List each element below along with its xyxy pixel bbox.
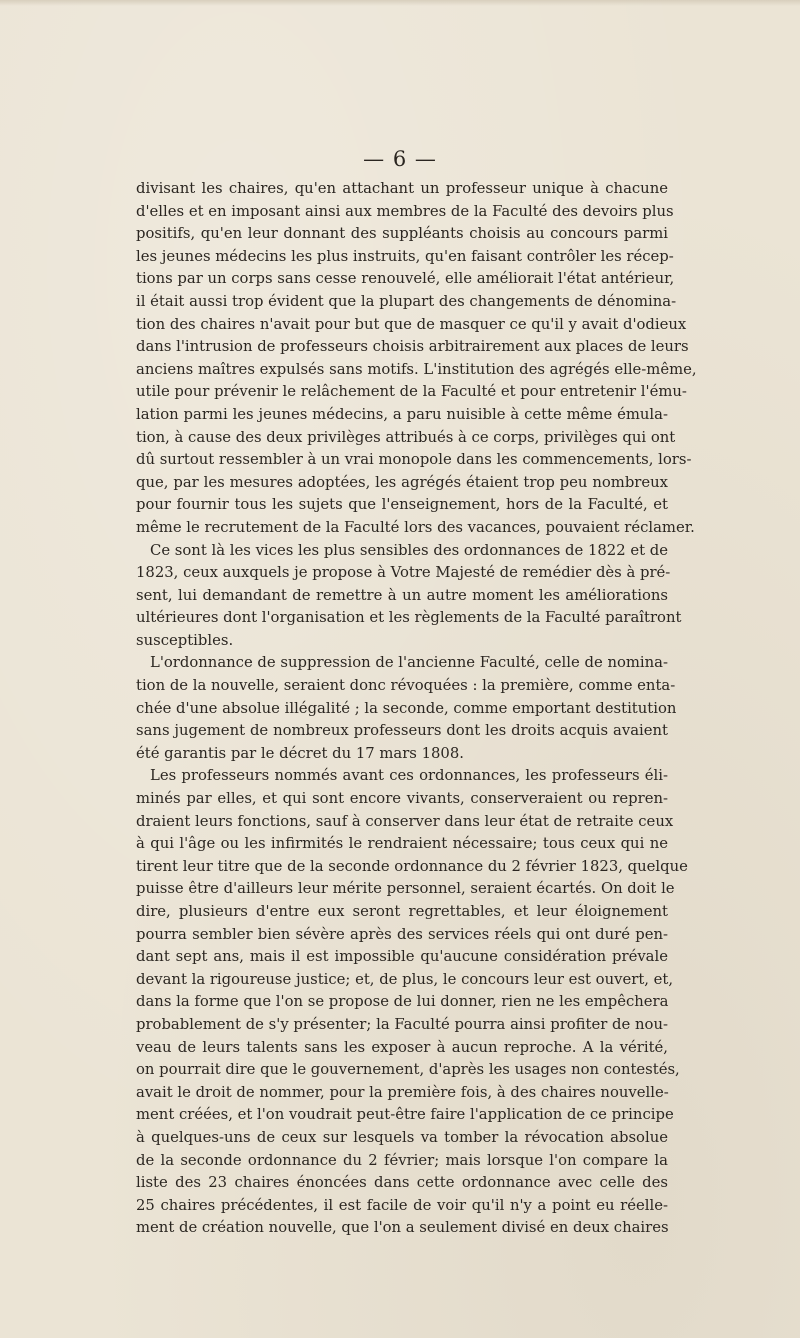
text-line: liste des 23 chaires énoncées dans cette ordonnance avec celle des [136,1174,668,1192]
text-line: chée d'une absolue illégalité ; la seconde, comme emportant destitution [136,699,677,717]
page-top-edge [0,0,800,6]
text-line: anciens maîtres expulsés sans motifs. L'institution des agrégés elle-même, [136,360,697,378]
text-line: que, par les mesures adoptées, les agrégés étaient trop peu nombreux [136,473,668,491]
text-line: tirent leur titre que de la seconde ordonnance du 2 février 1823, quelque [136,857,688,875]
text-line: probablement de s'y présenter; la Faculté pourra ainsi profiter de nou- [136,1015,668,1033]
text-line: divisant les chaires, qu'en attachant un professeur unique à chacune [136,180,668,197]
text-line: dant sept ans, mais il est impossible qu'aucune considération prévale [136,948,668,966]
text-line: draient leurs fonctions, sauf à conserver dans leur état de retraite ceux [136,812,674,830]
text-line: même le recrutement de la Faculté lors des vacances, pouvaient réclamer. [136,518,695,536]
text-line: été garantis par le décret du 17 mars 1808. [136,744,464,762]
text-line: pourra sembler bien sévère après des services réels qui ont duré pen- [136,925,668,943]
text-line: 25 chaires précédentes, il est facile de voir qu'il n'y a point eu réelle- [136,1196,668,1214]
text-line: sans jugement de nombreux professeurs dont les droits acquis avaient [136,722,668,740]
text-line: dans la forme que l'on se propose de lui donner, rien ne les empêchera [136,993,669,1011]
text-line: tion de la nouvelle, seraient donc révoquées : la première, comme enta- [136,677,676,695]
text-line: tion des chaires n'avait pour but que de masquer ce qu'il y avait d'odieux [136,315,687,333]
text-line: à qui l'âge ou les infirmités le rendraient nécessaire; tous ceux qui ne [136,835,668,853]
text-line: ultérieures dont l'organisation et les règlements de la Faculté paraîtront [136,609,682,627]
text-line: à quelques-uns de ceux sur lesquels va tomber la révocation absolue [136,1128,668,1146]
text-line: dire, plusieurs d'entre eux seront regrettables, et leur éloignement [136,903,668,920]
text-line: veau de leurs talents sans les exposer à aucun reproche. A la vérité, [136,1038,668,1056]
text-line: pour fournir tous les sujets que l'enseignement, hors de la Faculté, et [136,496,668,514]
text-line: tions par un corps sans cesse renouvelé, elle améliorait l'état antérieur, [136,270,675,288]
text-line: dans l'intrusion de professeurs choisis arbitrairement aux places de leurs [136,338,689,356]
text-line: de la seconde ordonnance du 2 février; mais lorsque l'on compare la [136,1151,668,1169]
page-number: — 6 — [363,147,437,171]
text-line: 1823, ceux auxquels je propose à Votre Majesté de remédier dès à pré- [136,564,671,582]
text-line: sent, lui demandant de remettre à un autre moment les améliorations [136,586,668,604]
text-line: devant la rigoureuse justice; et, de plus, le concours leur est ouvert, et, [136,970,674,988]
text-line: lation parmi les jeunes médecins, a paru nuisible à cette même émula- [136,405,668,423]
text-line: susceptibles. [136,631,234,649]
paragraph-start-line: Les professeurs nommés avant ces ordonnances, les professeurs éli- [150,767,668,785]
paragraph-start-line: Ce sont là les vices les plus sensibles des ordonnances de 1822 et de [150,541,668,559]
text-line: ment créées, et l'on voudrait peut-être faire l'application de ce principe [136,1106,674,1124]
text-line: minés par elles, et qui sont encore vivants, conserveraient ou repren- [136,790,668,808]
body-text [136,178,697,1240]
paragraph-start-line: L'ordonnance de suppression de l'ancienne Faculté, celle de nomina- [150,654,668,672]
text-line: les jeunes médecins les plus instruits, qu'en faisant contrôler les récep- [136,247,674,265]
text-line: dû surtout ressembler à un vrai monopole dans les commencements, lors- [136,451,692,469]
text-line: ment de création nouvelle, que l'on a seulement divisé en deux chaires [136,1219,669,1237]
text-line: d'elles et en imposant ainsi aux membres de la Faculté des devoirs plus [136,202,674,220]
text-line: positifs, qu'en leur donnant des suppléants choisis au concours parmi [136,225,668,243]
text-line: utile pour prévenir le relâchement de la Faculté et pour entretenir l'ému- [136,383,687,401]
text-line: avait le droit de nommer, pour la première fois, à des chaires nouvelle- [136,1083,669,1101]
text-line: puisse être d'ailleurs leur mérite personnel, seraient écartés. On doit le [136,880,675,898]
text-line: il était aussi trop évident que la plupart des changements de dénomina- [136,292,677,310]
text-line: tion, à cause des deux privilèges attribués à ce corps, privilèges qui ont [136,428,676,446]
text-line: on pourrait dire que le gouvernement, d'après les usages non contestés, [136,1061,680,1079]
